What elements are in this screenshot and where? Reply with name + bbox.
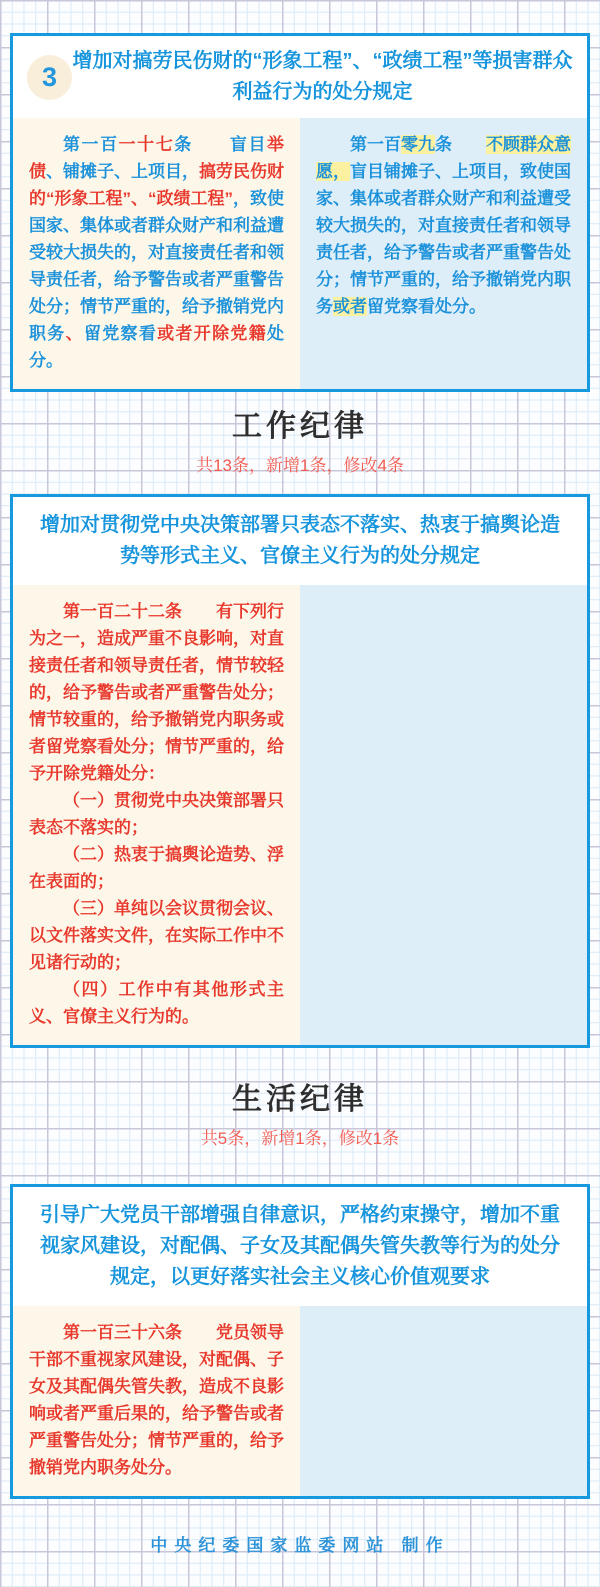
card3-title: 引导广大党员干部增强自律意识，严格约束操守，增加不重视家风建设，对配偶、子女及其配偶失管失教等行为的处分规定，以更好落实社会主义核心价值观要求 <box>40 1204 560 1288</box>
card1-new-text-column <box>300 118 587 389</box>
card3-title-row <box>13 1187 587 1306</box>
paragraph: （三）单纯以会议贯彻会议、以文件落实文件，在实际工作中不见诸行动的； <box>29 899 284 972</box>
paragraph: 第一百一十七条 盲目举债、铺摊子、上项目，搞劳民伤财的“形象工程”、“政绩工程”，致使国家、集体或者群众财产和利益遭受较大损失的，对直接责任者和领导责任者，给予警告或者严重警告处分；情节严重的，给予撤销党内职务、留党察看或者开除党籍处分。 <box>29 135 285 370</box>
card3-old-text-column <box>13 1306 300 1496</box>
section-work-subtitle: 共13条，新增1条，修改4条 <box>196 456 404 475</box>
card1-body <box>13 118 587 389</box>
paragraph: （四）工作中有其他形式主义、官僚主义行为的。 <box>29 980 284 1026</box>
card2-title-row <box>13 497 587 585</box>
card3-body <box>13 1306 587 1496</box>
badge-number: 3 <box>41 61 58 92</box>
card2-new-text-column <box>300 585 587 1045</box>
section-life-subtitle: 共5条，新增1条，修改1条 <box>200 1129 400 1148</box>
card1-title: 增加对搞劳民伤财的“形象工程”、“政绩工程”等损害群众利益行为的处分规定 <box>72 50 573 103</box>
card2-old-text-column <box>13 585 300 1045</box>
paragraph: 第一百零九条 不顾群众意愿，盲目铺摊子、上项目，致使国家、集体或者群众财产和利益遭受较大损失的，对直接责任者和领导责任者，给予警告或者严重警告处分；情节严重的，给予撤销党内职务或者留党察看处分。 <box>316 135 571 316</box>
section-work-discipline <box>0 392 600 494</box>
card-family-values <box>10 1184 590 1499</box>
card-damage-projects <box>10 33 590 392</box>
paragraph: 第一百二十二条 有下列行为之一，造成严重不良影响，对直接责任者和领导责任者，情节较轻的，给予警告或者严重警告处分；情节较重的，给予撤销党内职务或者留党察看处分；情节严重的，给予开除党籍处分： <box>29 602 284 783</box>
footer-credit: 中央纪委国家监委网站 制作 <box>150 1535 450 1555</box>
card1-title-row <box>13 36 587 118</box>
section-life-discipline <box>0 1048 600 1184</box>
section-life-title: 生活纪律 <box>232 1083 368 1116</box>
card1-old-text-column <box>13 118 300 389</box>
paragraph: （一）贯彻党中央决策部署只表态不落实的； <box>29 791 284 837</box>
item-number-badge <box>27 55 72 100</box>
section-work-title: 工作纪律 <box>232 410 368 443</box>
paragraph: 第一百三十六条 党员领导干部不重视家风建设，对配偶、子女及其配偶失管失教，造成不良影响或者严重后果的，给予警告或者严重警告处分；情节严重的，给予撤销党内职务处分。 <box>29 1323 284 1477</box>
paragraph: （二）热衷于搞舆论造势、浮在表面的； <box>29 845 284 891</box>
card3-new-text-column <box>300 1306 587 1496</box>
card2-body <box>13 585 587 1045</box>
card2-title: 增加对贯彻党中央决策部署只表态不落实、热衷于搞舆论造势等形式主义、官僚主义行为的处分规定 <box>40 514 560 567</box>
card-formalism-bureaucratism <box>10 494 590 1048</box>
